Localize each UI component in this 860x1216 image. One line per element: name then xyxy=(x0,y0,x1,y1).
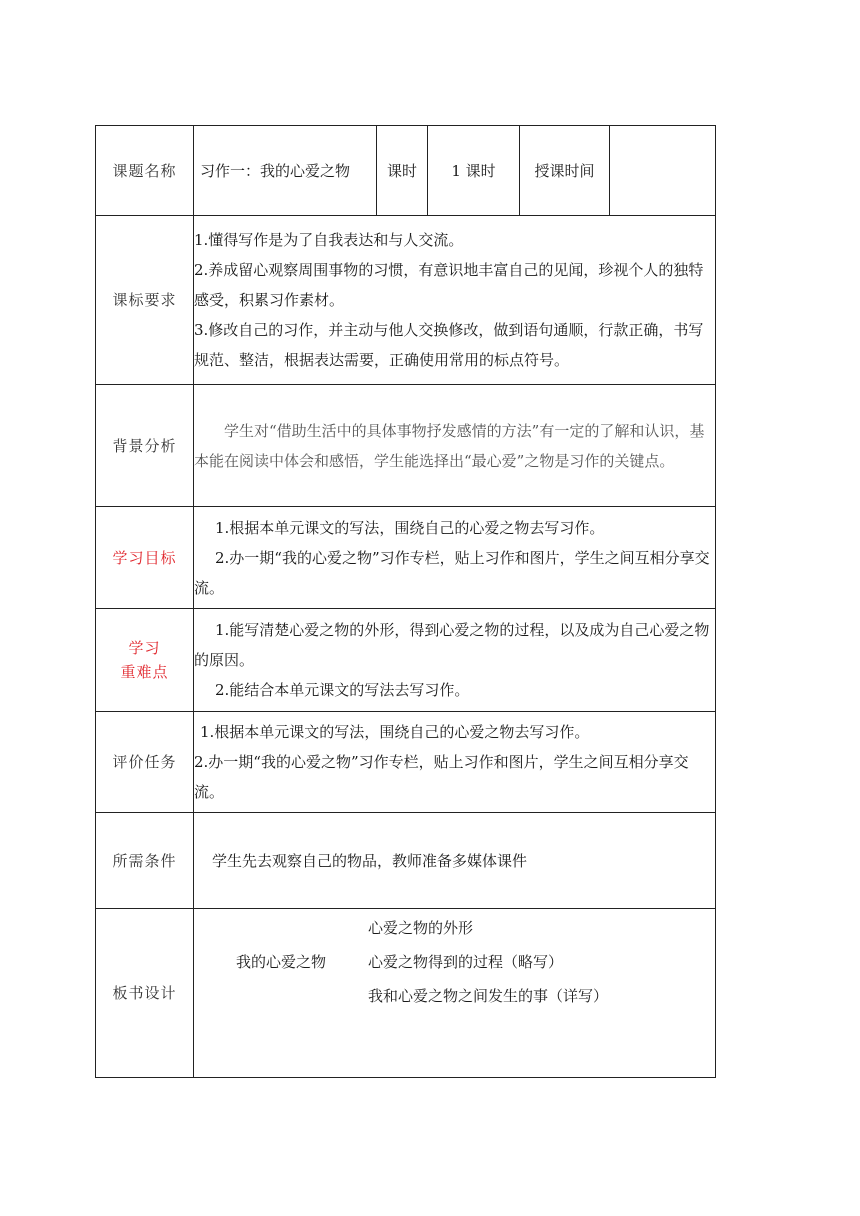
row-background xyxy=(96,385,716,507)
key-difficulty-1: 1.能写清楚心爱之物的外形，得到心爱之物的过程，以及成为自己心爱之物的原因。 xyxy=(194,621,710,669)
row-curriculum-requirements xyxy=(96,216,716,385)
curriculum-label: 课标要求 xyxy=(96,216,194,385)
board-design-label: 板书设计 xyxy=(96,909,194,1078)
row-key-difficulties xyxy=(96,609,716,712)
teaching-time-value xyxy=(610,126,716,216)
row-evaluation-tasks xyxy=(96,712,716,813)
key-difficulties-label-line1: 学习 xyxy=(128,639,161,657)
requirements-content xyxy=(194,813,716,909)
requirements-label: 所需条件 xyxy=(96,813,194,909)
evaluation-content xyxy=(194,712,716,813)
board-design-content xyxy=(194,909,716,1078)
key-difficulties-label xyxy=(96,609,194,712)
learning-goals-content xyxy=(194,507,716,609)
requirements-text: 学生先去观察自己的物品，教师准备多媒体课件 xyxy=(212,851,528,870)
learning-goal-1: 1.根据本单元课文的写法，围绕自己的心爱之物去写习作。 xyxy=(215,518,605,537)
board-branch-3: 我和心爱之物之间发生的事（详写） xyxy=(368,987,609,1005)
row-topic xyxy=(96,126,716,216)
curriculum-item-1: 1.懂得写作是为了自我表达和与人交流。 xyxy=(194,231,464,249)
learning-goals-label: 学习目标 xyxy=(96,507,194,609)
curriculum-item-2: 2.养成留心观察周围事物的习惯，有意识地丰富自己的见闻，珍视个人的独特感受，积累习作素材。 xyxy=(194,261,704,309)
background-text: 学生对“借助生活中的具体事物抒发感情的方法”有一定的了解和认识，基本能在阅读中体会和感悟，学生能选择出“最心爱”之物是习作的关键点。 xyxy=(194,421,705,470)
curriculum-content xyxy=(194,216,716,385)
topic-title: 习作一：我的心爱之物 xyxy=(194,126,377,216)
row-requirements xyxy=(96,813,716,909)
row-board-design xyxy=(96,909,716,1078)
period-label: 课时 xyxy=(377,126,428,216)
background-label: 背景分析 xyxy=(96,385,194,507)
period-value: 1 课时 xyxy=(428,126,520,216)
board-topic: 我的心爱之物 xyxy=(236,953,327,971)
curriculum-item-3: 3.修改自己的习作，并主动与他人交换修改，做到语句通顺，行款正确，书写规范、整洁，根据表达需要，正确使用常用的标点符号。 xyxy=(194,321,704,369)
learning-goal-2: 2.办一期“我的心爱之物”习作专栏，贴上习作和图片，学生之间互相分享交流。 xyxy=(194,548,710,597)
board-branch-1: 心爱之物的外形 xyxy=(368,919,474,937)
topic-label: 课题名称 xyxy=(96,126,194,216)
evaluation-task-1: 1.根据本单元课文的写法，围绕自己的心爱之物去写习作。 xyxy=(200,723,590,741)
teaching-time-label: 授课时间 xyxy=(520,126,610,216)
key-difficulty-2: 2.能结合本单元课文的写法去写习作。 xyxy=(215,681,470,699)
lesson-plan-table xyxy=(95,125,716,1078)
board-branch-2: 心爱之物得到的过程（略写） xyxy=(368,953,564,971)
evaluation-task-2: 2.办一期“我的心爱之物”习作专栏，贴上习作和图片，学生之间互相分享交流。 xyxy=(194,753,689,801)
row-learning-goals xyxy=(96,507,716,609)
evaluation-label: 评价任务 xyxy=(96,712,194,813)
key-difficulties-label-line2: 重难点 xyxy=(120,663,169,681)
background-content xyxy=(194,385,716,507)
key-difficulties-content xyxy=(194,609,716,712)
